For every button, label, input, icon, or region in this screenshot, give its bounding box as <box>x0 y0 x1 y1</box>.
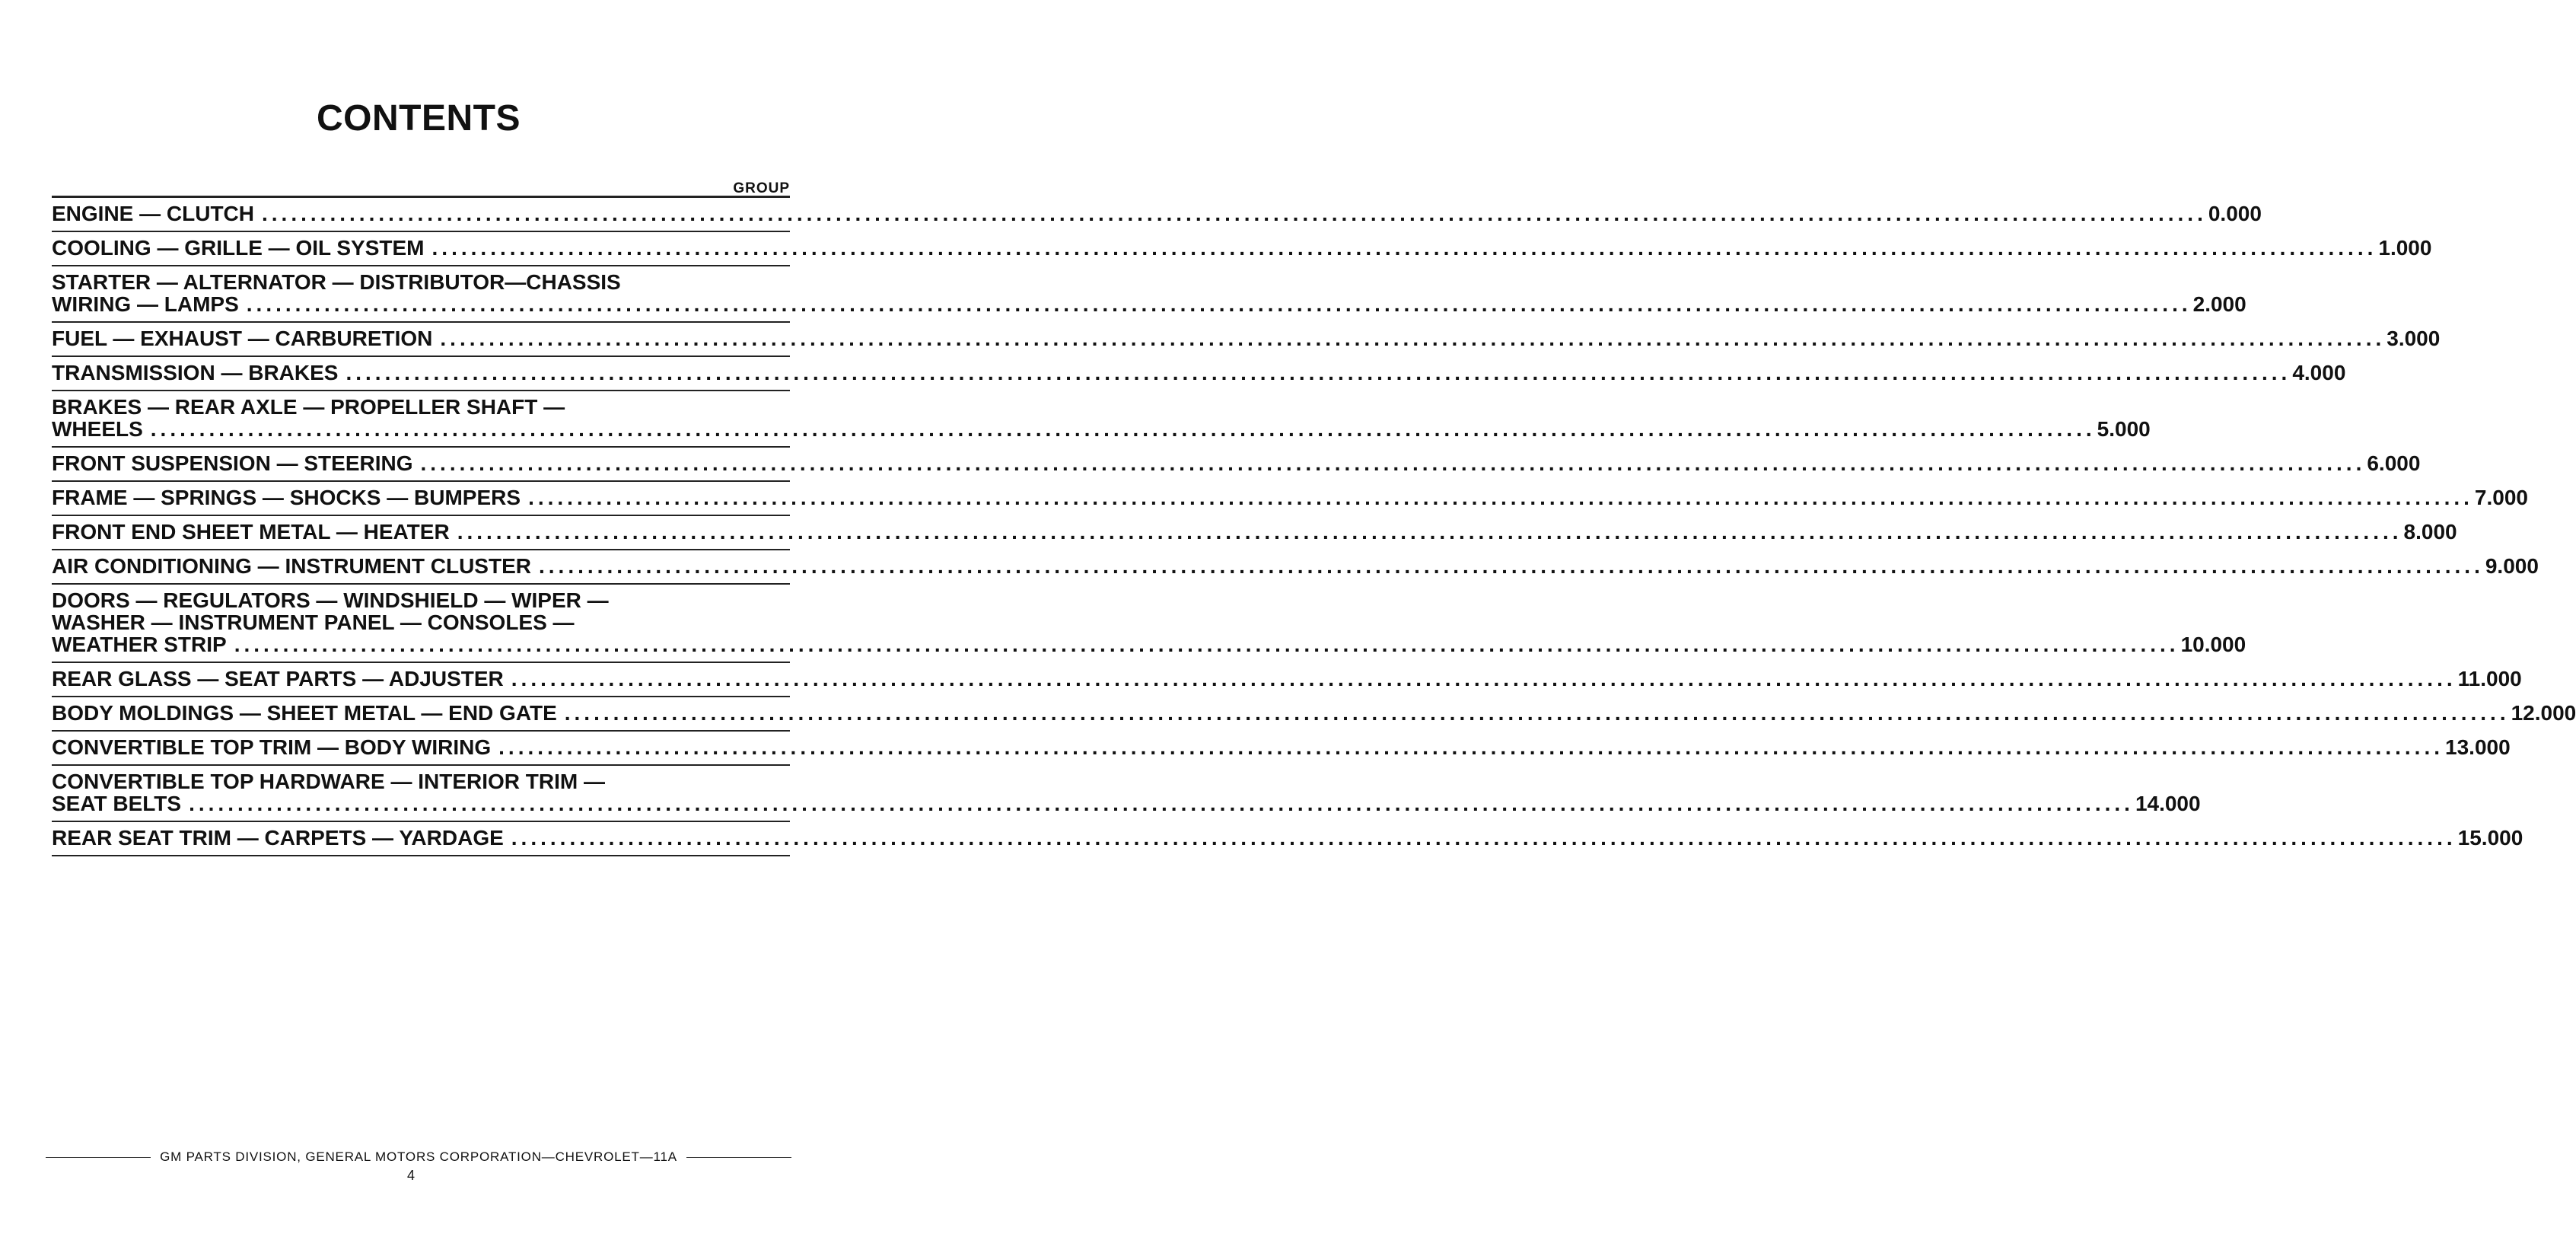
toc-entry-label: SEAT BELTS <box>52 792 182 815</box>
toc-entry-label-line: BRAKES — REAR AXLE — PROPELLER SHAFT — <box>52 395 565 419</box>
toc-entry-label: AIR CONDITIONING — INSTRUMENT CLUSTER <box>52 554 531 578</box>
toc-entry-label-line: CONVERTIBLE TOP HARDWARE — INTERIOR TRIM — <box>52 770 605 793</box>
dot-leader: ........................................................................................................................................................................................................ <box>498 735 2444 759</box>
toc-entry-group-number: 7.000 <box>2474 486 2528 509</box>
toc-entry <box>52 266 2246 321</box>
toc-entry-row <box>52 451 2421 475</box>
toc-entry <box>52 198 2262 231</box>
toc-entry-label: FUEL — EXHAUST — CARBURETION <box>52 327 433 350</box>
toc-entry-label: FRAME — SPRINGS — SHOCKS — BUMPERS <box>52 486 521 509</box>
toc-entry-group-number: 13.000 <box>2445 735 2511 759</box>
dot-leader: ........................................................................................................................................................................................................ <box>189 792 2134 815</box>
toc-entry-group-number: 10.000 <box>2180 633 2246 656</box>
toc-entry-row <box>52 826 2523 850</box>
toc-entry-label: COOLING — GRILLE — OIL SYSTEM <box>52 236 425 260</box>
toc-entry <box>52 822 2523 855</box>
toc-entry-label: FRONT END SHEET METAL — HEATER <box>52 520 450 544</box>
dot-leader: ........................................................................................................................................................................................................ <box>564 701 2510 725</box>
footer-rule-left <box>46 1157 151 1158</box>
toc-entry-group-number: 6.000 <box>2367 451 2421 475</box>
toc-entry-label: FRONT SUSPENSION — STEERING <box>52 451 413 475</box>
toc-entry-row <box>52 554 2539 578</box>
toc-entry-label: REAR GLASS — SEAT PARTS — ADJUSTER <box>52 667 504 690</box>
toc-entry-label: WEATHER STRIP <box>52 633 227 656</box>
dot-leader: ........................................................................................................................................................................................................ <box>420 451 2366 475</box>
dot-leader: ........................................................................................................................................................................................................ <box>440 327 2386 350</box>
table-of-contents <box>52 196 2576 856</box>
footer-rule-right <box>686 1157 791 1158</box>
toc-entry-row <box>52 701 2576 725</box>
toc-entry <box>52 516 2457 549</box>
toc-entry-group-number: 15.000 <box>2457 826 2523 850</box>
toc-entry <box>52 448 2421 480</box>
dot-leader: ........................................................................................................................................................................................................ <box>431 236 2377 260</box>
toc-entry-label: WIRING — LAMPS <box>52 292 239 316</box>
toc-entry-group-number: 9.000 <box>2485 554 2539 578</box>
toc-entry-row <box>52 667 2522 690</box>
toc-entry-group-number: 0.000 <box>2208 202 2262 225</box>
toc-entry-group-number: 5.000 <box>2097 417 2151 441</box>
toc-entry-group-number: 14.000 <box>2135 792 2201 815</box>
toc-entry <box>52 550 2539 583</box>
toc-entry-row <box>52 202 2262 225</box>
toc-entry-label-line: STARTER — ALTERNATOR — DISTRIBUTOR—CHASSIS <box>52 270 621 294</box>
page-title: CONTENTS <box>317 98 521 139</box>
toc-entry-group-number: 4.000 <box>2292 361 2346 384</box>
dot-leader: ........................................................................................................................................................................................................ <box>262 202 2207 225</box>
toc-entry <box>52 232 2432 265</box>
toc-entry <box>52 663 2522 696</box>
toc-entry-label-line: DOORS — REGULATORS — WINDSHIELD — WIPER — <box>52 588 609 612</box>
dot-leader: ........................................................................................................................................................................................................ <box>345 361 2291 384</box>
toc-entry-row <box>52 417 2151 441</box>
toc-entry <box>52 391 2151 446</box>
toc-entry-group-number: 2.000 <box>2192 292 2246 316</box>
page-number: 4 <box>406 1168 415 1183</box>
toc-entry <box>52 323 2441 355</box>
dot-leader: ........................................................................................................................................................................................................ <box>511 826 2457 850</box>
dot-leader: ........................................................................................................................................................................................................ <box>457 520 2402 544</box>
dot-leader: ........................................................................................................................................................................................................ <box>511 667 2457 690</box>
toc-entry-group-number: 11.000 <box>2457 667 2522 690</box>
toc-entry-row <box>52 633 2246 656</box>
toc-divider-rule <box>52 855 790 856</box>
dot-leader: ........................................................................................................................................................................................................ <box>528 486 2473 509</box>
toc-entry-row <box>52 327 2441 350</box>
toc-entry-group-number: 12.000 <box>2511 701 2576 725</box>
dot-leader: ........................................................................................................................................................................................................ <box>234 633 2180 656</box>
toc-entry-group-number: 3.000 <box>2387 327 2441 350</box>
toc-entry-label: ENGINE — CLUTCH <box>52 202 254 225</box>
toc-entry-label: REAR SEAT TRIM — CARPETS — YARDAGE <box>52 826 504 850</box>
toc-entry <box>52 766 2201 821</box>
toc-entry-row <box>52 520 2457 544</box>
toc-entry <box>52 732 2511 764</box>
toc-entry-label: BODY MOLDINGS — SHEET METAL — END GATE <box>52 701 557 725</box>
footer <box>46 1149 791 1165</box>
toc-entry <box>52 482 2528 515</box>
toc-entry-row <box>52 292 2246 316</box>
toc-entry-label: CONVERTIBLE TOP TRIM — BODY WIRING <box>52 735 492 759</box>
toc-entry-row <box>52 236 2432 260</box>
toc-entry-row <box>52 792 2201 815</box>
toc-entry <box>52 585 2246 662</box>
toc-entry-row <box>52 735 2511 759</box>
toc-entry <box>52 697 2576 730</box>
group-column-header: GROUP <box>733 180 790 196</box>
toc-entry <box>52 357 2346 390</box>
toc-entry-label: WHEELS <box>52 417 143 441</box>
dot-leader: ........................................................................................................................................................................................................ <box>150 417 2096 441</box>
toc-entry-label: TRANSMISSION — BRAKES <box>52 361 339 384</box>
dot-leader: ........................................................................................................................................................................................................ <box>246 292 2192 316</box>
toc-entry-label-line: WASHER — INSTRUMENT PANEL — CONSOLES — <box>52 611 575 634</box>
dot-leader: ........................................................................................................................................................................................................ <box>539 554 2484 578</box>
toc-entry-row <box>52 486 2528 509</box>
toc-entry-group-number: 1.000 <box>2378 236 2432 260</box>
footer-text: GM PARTS DIVISION, GENERAL MOTORS CORPORATION—CHEVROLET—11A <box>160 1149 677 1164</box>
toc-entry-row <box>52 361 2346 384</box>
toc-entry-group-number: 8.000 <box>2403 520 2457 544</box>
